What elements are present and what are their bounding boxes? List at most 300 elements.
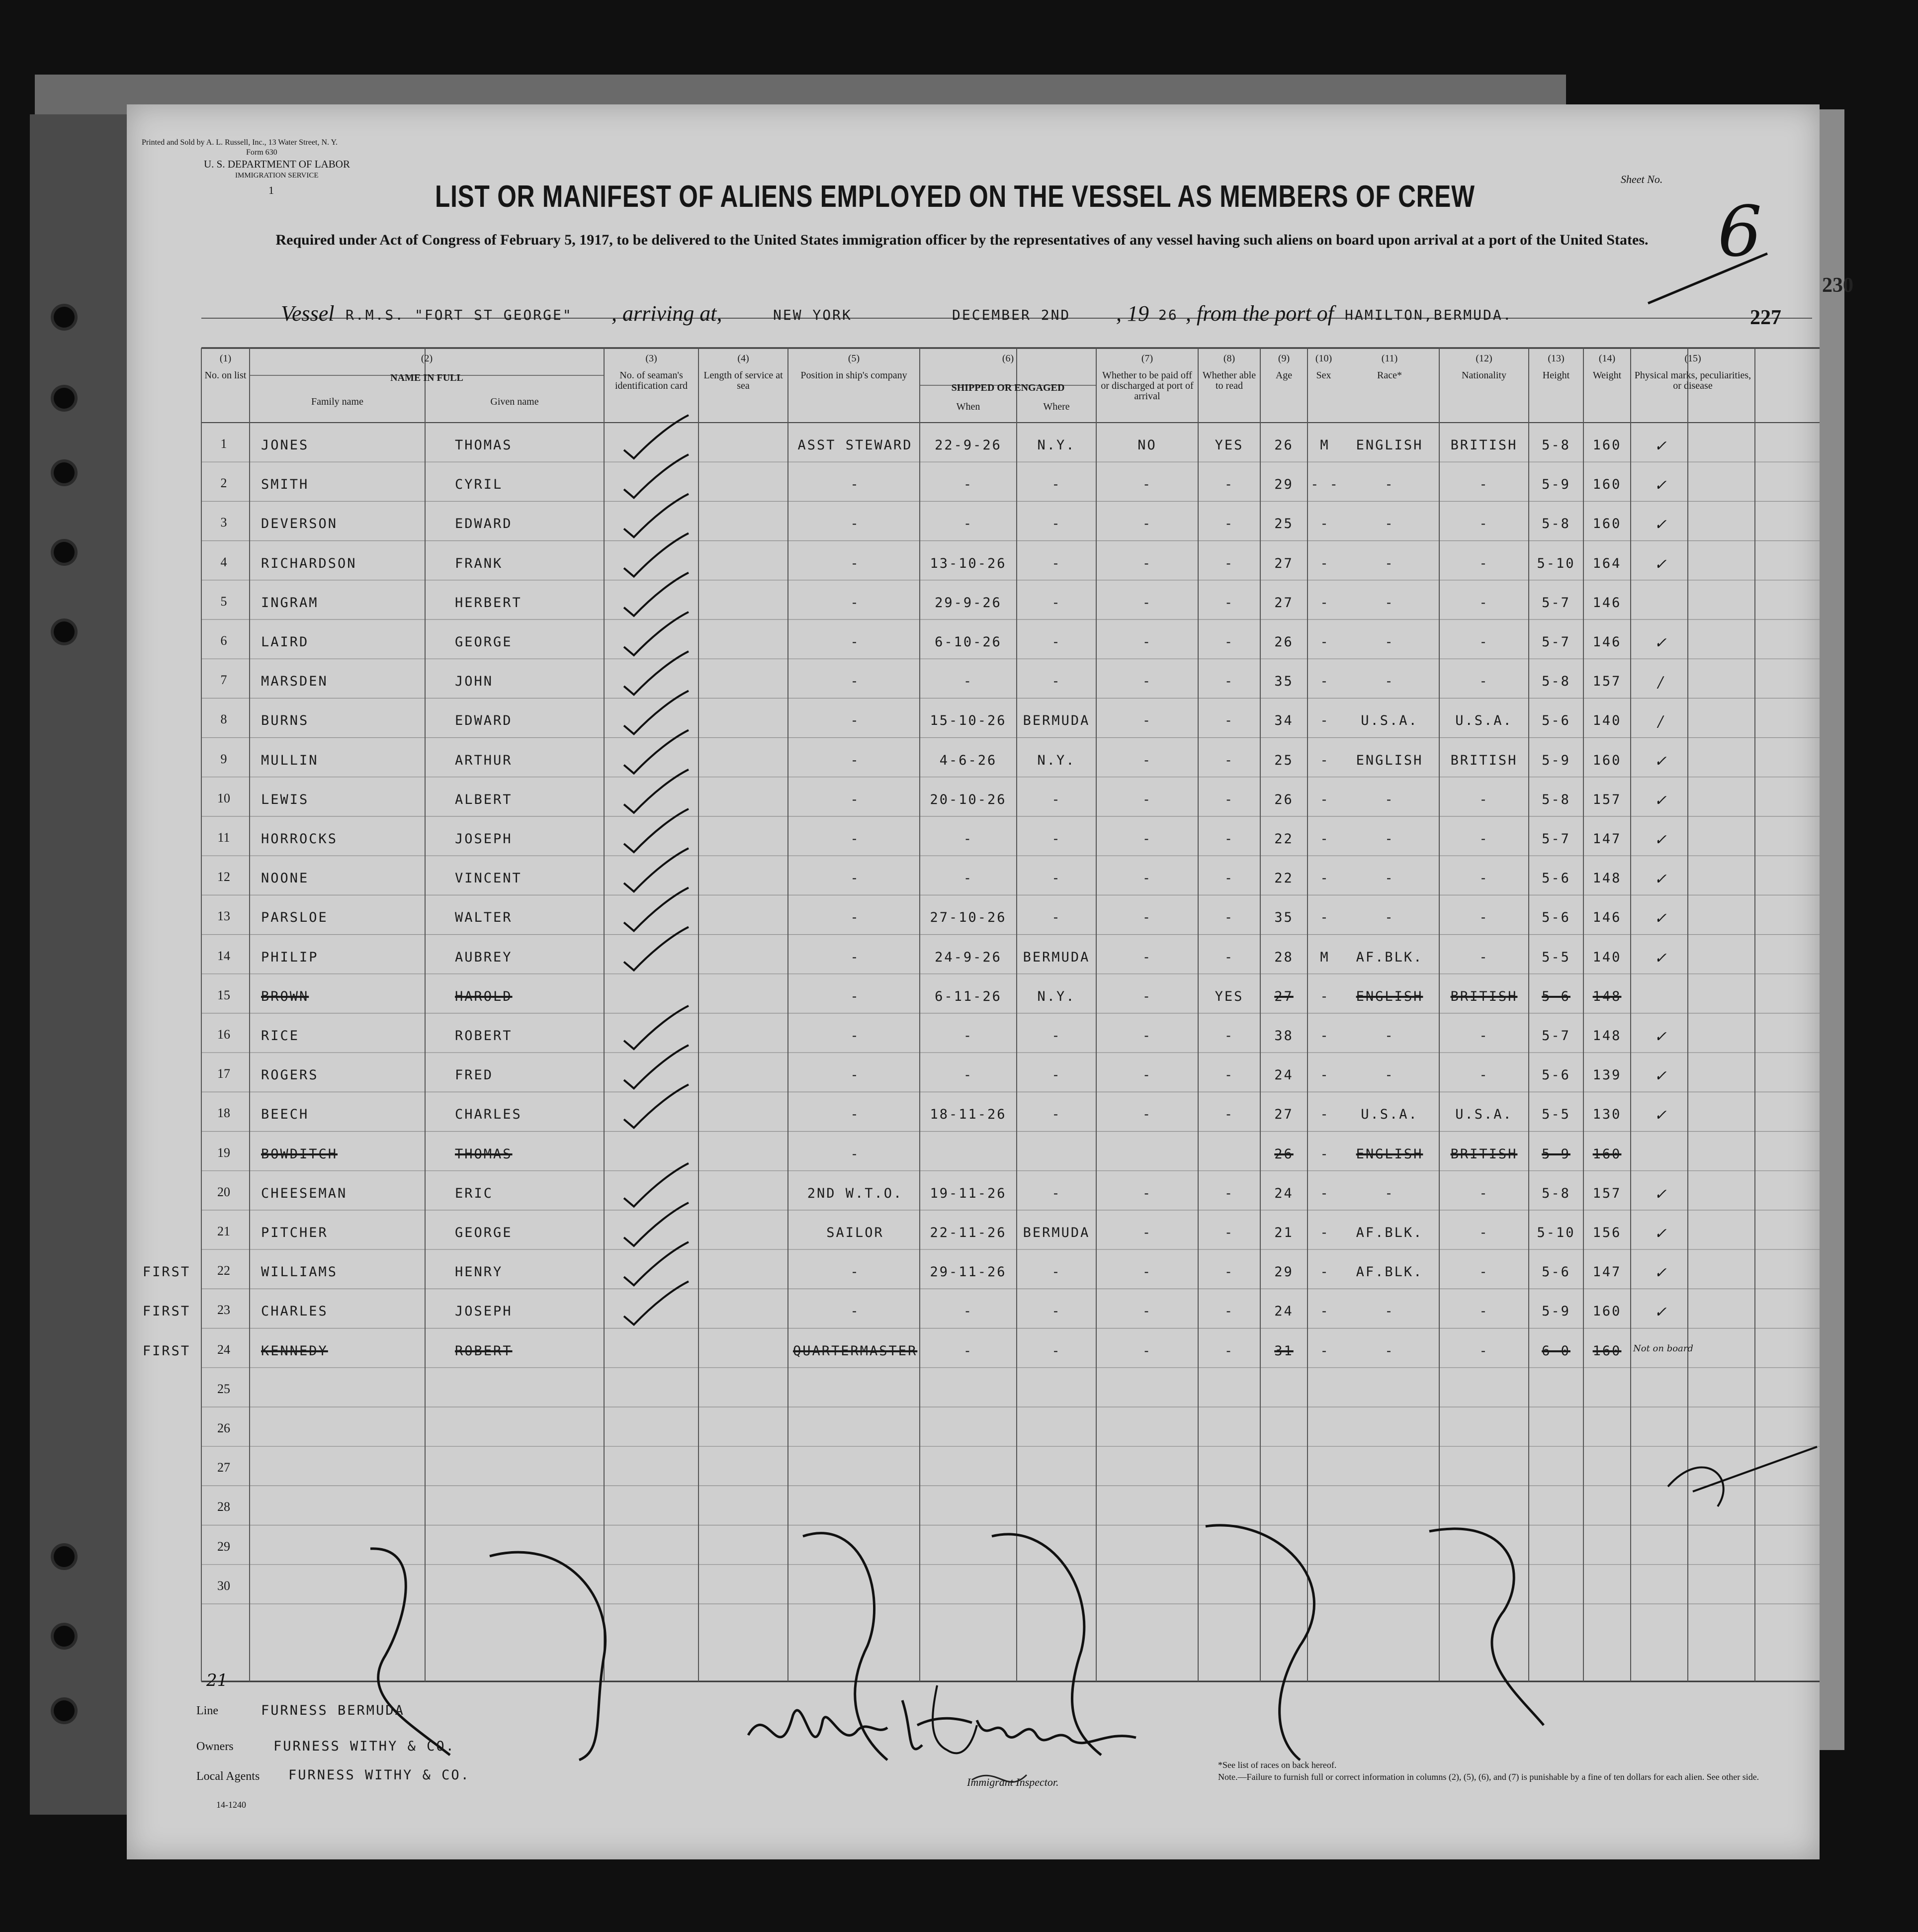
- column-number-c8: (8): [1223, 353, 1235, 364]
- cell-position: -: [850, 752, 860, 768]
- cell-weight: 147: [1592, 1264, 1622, 1280]
- column-header-c14: Weight: [1592, 370, 1622, 381]
- cell-age: 26: [1274, 634, 1294, 650]
- cell-age: 35: [1274, 910, 1294, 926]
- cell-given: THOMAS: [455, 438, 513, 453]
- row-number: 16: [217, 1027, 230, 1042]
- cell-race: AF.BLK.: [1356, 1225, 1423, 1240]
- id-card-check-mark: [624, 573, 689, 616]
- vessel-name: R.M.S. "FORT ST GEORGE": [346, 307, 573, 323]
- cell-given: AUBREY: [455, 949, 513, 965]
- cell-position: -: [850, 1067, 860, 1083]
- cell-nat: BRITISH: [1450, 752, 1518, 768]
- given-name-header: Given name: [490, 396, 539, 407]
- cell-when: 24-9-26: [935, 949, 1002, 965]
- cell-position: -: [850, 1264, 860, 1280]
- inspector-signature: [738, 1670, 1285, 1795]
- cell-read: -: [1224, 1028, 1234, 1044]
- cell-family: WILLIAMS: [261, 1264, 338, 1280]
- cell-height: 5-9: [1542, 1146, 1570, 1162]
- cell-paid: -: [1142, 910, 1152, 926]
- cell-sex: -: [1320, 752, 1330, 768]
- cell-read: -: [1224, 1107, 1234, 1123]
- cell-nat: -: [1479, 595, 1489, 611]
- cell-mark: ✓: [1654, 1225, 1667, 1242]
- cell-position: -: [850, 791, 860, 807]
- cell-family: MULLIN: [261, 752, 319, 768]
- cell-read: -: [1224, 477, 1234, 493]
- cell-nat: -: [1479, 831, 1489, 847]
- id-card-check-mark: [624, 1281, 689, 1324]
- cell-given: HAROLD: [455, 988, 513, 1004]
- table-grid: [127, 104, 1820, 1859]
- cell-read: -: [1224, 1067, 1234, 1083]
- cell-sex: -: [1320, 1028, 1330, 1044]
- row-number: 14: [217, 948, 230, 963]
- cell-age: 35: [1274, 674, 1294, 690]
- cell-read: -: [1224, 1185, 1234, 1201]
- cell-race: -: [1385, 674, 1395, 690]
- cell-position: -: [850, 477, 860, 493]
- cell-when: 13-10-26: [930, 555, 1007, 571]
- cell-read: -: [1224, 831, 1234, 847]
- cell-position: -: [850, 831, 860, 847]
- cell-sex: -: [1320, 674, 1330, 690]
- cell-race: ENGLISH: [1356, 1146, 1423, 1162]
- cell-sex: -: [1320, 1067, 1330, 1083]
- cell-nat: -: [1479, 791, 1489, 807]
- cell-position: -: [850, 949, 860, 965]
- id-card-check-mark: [624, 848, 689, 891]
- cell-sex: -: [1320, 1225, 1330, 1240]
- cell-height: 5-6: [1542, 988, 1570, 1004]
- row-number: 9: [220, 751, 227, 766]
- cell-read: -: [1224, 752, 1234, 768]
- cell-nat: -: [1479, 516, 1489, 532]
- cell-weight: 157: [1592, 1185, 1622, 1201]
- cell-position: -: [850, 713, 860, 729]
- cell-given: HERBERT: [455, 595, 522, 611]
- cell-mark: ✓: [1654, 831, 1667, 849]
- cell-where: -: [1051, 1264, 1061, 1280]
- cell-sex: -: [1320, 831, 1330, 847]
- cell-height: 6-0: [1542, 1343, 1570, 1359]
- service: IMMIGRATION SERVICE: [235, 172, 319, 179]
- cell-sex: -: [1320, 988, 1330, 1004]
- cell-age: 24: [1274, 1304, 1294, 1319]
- cell-mark: ✓: [1654, 634, 1667, 652]
- arriving-port: NEW YORK: [773, 307, 852, 323]
- cancel-squiggle: [490, 1552, 606, 1760]
- cell-weight: 148: [1592, 988, 1622, 1004]
- cell-mark: ✓: [1654, 1107, 1667, 1125]
- agents-value: FURNESS WITHY & CO.: [288, 1767, 470, 1783]
- cell-height: 5-6: [1542, 713, 1570, 729]
- column-header-c7: Whether to be paid off or discharged at port of arrival: [1101, 370, 1194, 402]
- cell-paid: -: [1142, 831, 1152, 847]
- cell-given: JOSEPH: [455, 1304, 513, 1319]
- cell-nat: -: [1479, 910, 1489, 926]
- cell-paid: -: [1142, 1225, 1152, 1240]
- cell-race: ENGLISH: [1356, 988, 1423, 1004]
- binder-hole: [54, 1626, 75, 1647]
- form-number: Form 630: [246, 148, 277, 157]
- cell-where: BERMUDA: [1023, 713, 1090, 729]
- cell-height: 5-9: [1542, 477, 1570, 493]
- cell-mark: ✓: [1654, 516, 1667, 534]
- cell-height: 5-7: [1542, 634, 1570, 650]
- cell-given: JOSEPH: [455, 831, 513, 847]
- cell-sex: -: [1320, 713, 1330, 729]
- cell-given: WALTER: [455, 910, 513, 926]
- cell-paid: -: [1142, 752, 1152, 768]
- id-card-check-mark: [624, 1203, 689, 1246]
- cell-paid: -: [1142, 713, 1152, 729]
- cell-given: ROBERT: [455, 1028, 513, 1044]
- cell-given: FRANK: [455, 555, 503, 571]
- id-card-check-mark: [624, 809, 689, 852]
- row-number: 12: [217, 870, 230, 884]
- cell-paid: NO: [1137, 438, 1157, 453]
- cell-nat: -: [1479, 1264, 1489, 1280]
- cell-read: -: [1224, 1225, 1234, 1240]
- cell-mark: /: [1657, 713, 1663, 731]
- cell-height: 5-7: [1542, 1028, 1570, 1044]
- cell-read: YES: [1215, 438, 1244, 453]
- column-header-c3: No. of seaman's identification card: [614, 370, 688, 391]
- row-prefix: FIRST: [142, 1343, 191, 1359]
- cell-paid: -: [1142, 791, 1152, 807]
- row-number: 10: [217, 790, 230, 805]
- cell-where: BERMUDA: [1023, 949, 1090, 965]
- cell-when: 20-10-26: [930, 791, 1007, 807]
- id-card-check-mark: [624, 494, 689, 537]
- margin-number-227: 227: [1750, 306, 1781, 329]
- cell-mark: ✓: [1654, 871, 1667, 888]
- id-card-check-mark: [624, 1084, 689, 1128]
- binder-hole: [54, 462, 75, 483]
- id-card-check-mark: [624, 533, 689, 577]
- small-mark: 1: [268, 184, 274, 196]
- cell-where: -: [1051, 477, 1061, 493]
- cell-height: 5-8: [1542, 791, 1570, 807]
- cell-sex: -: [1320, 595, 1330, 611]
- cell-given: FRED: [455, 1067, 494, 1083]
- cell-mark: ✓: [1654, 438, 1667, 455]
- cell-race: -: [1385, 791, 1395, 807]
- owners-label: Owners: [196, 1740, 234, 1753]
- row-number: 22: [217, 1263, 230, 1278]
- cell-age: 27: [1274, 595, 1294, 611]
- cell-family: BEECH: [261, 1107, 309, 1123]
- cell-weight: 164: [1592, 555, 1622, 571]
- cell-when: -: [963, 516, 973, 532]
- cell-position: -: [850, 634, 860, 650]
- row-number: 17: [217, 1066, 230, 1081]
- cell-read: -: [1224, 910, 1234, 926]
- cell-nat: -: [1479, 1343, 1489, 1359]
- cell-weight: 146: [1592, 595, 1622, 611]
- cell-position: -: [850, 595, 860, 611]
- column-number-c3: (3): [645, 353, 657, 364]
- arrival-date: DECEMBER 2ND: [952, 307, 1071, 323]
- cell-where: -: [1051, 910, 1061, 926]
- cell-position: -: [850, 1146, 860, 1162]
- cell-weight: 157: [1592, 791, 1622, 807]
- column-number-c4: (4): [737, 353, 749, 364]
- back-page-left: [30, 114, 129, 1815]
- binder-hole: [54, 1700, 75, 1721]
- cell-family: PHILIP: [261, 949, 319, 965]
- cell-given: JOHN: [455, 674, 494, 690]
- id-card-check-mark: [624, 927, 689, 970]
- cell-when: -: [963, 831, 973, 847]
- column-header-c12: Nationality: [1462, 370, 1506, 381]
- row-number: 27: [217, 1460, 230, 1475]
- cell-age: 27: [1274, 988, 1294, 1004]
- id-card-check-mark: [624, 770, 689, 813]
- cell-weight: 148: [1592, 871, 1622, 886]
- cell-when: 29-11-26: [930, 1264, 1007, 1280]
- cell-paid: -: [1142, 1028, 1152, 1044]
- cell-height: 5-8: [1542, 674, 1570, 690]
- margin-number-230: 230: [1822, 274, 1853, 297]
- cell-position: -: [850, 674, 860, 690]
- vessel-label: Vessel: [281, 301, 335, 326]
- cell-nat: -: [1479, 871, 1489, 886]
- cell-when: -: [963, 1067, 973, 1083]
- cell-nat: U.S.A.: [1455, 1107, 1513, 1123]
- cell-given: THOMAS: [455, 1146, 513, 1162]
- manifest-sheet: [127, 104, 1853, 1859]
- column-number-c11: (11): [1381, 353, 1398, 364]
- id-card-check-mark: [624, 1045, 689, 1088]
- cell-race: -: [1385, 831, 1395, 847]
- cell-given: EDWARD: [455, 713, 513, 729]
- cell-position: SAILOR: [826, 1225, 884, 1240]
- cell-weight: 160: [1592, 438, 1622, 453]
- cell-height: 5-6: [1542, 1067, 1570, 1083]
- cell-race: ENGLISH: [1356, 438, 1423, 453]
- cell-family: ROGERS: [261, 1067, 319, 1083]
- where-header: Where: [1043, 401, 1070, 412]
- cell-read: YES: [1215, 988, 1244, 1004]
- cell-mark: /: [1657, 674, 1663, 692]
- cell-family: PITCHER: [261, 1225, 328, 1240]
- cell-race: U.S.A.: [1361, 1107, 1418, 1123]
- from-label: , from the port of: [1186, 301, 1334, 326]
- cell-position: ASST STEWARD: [797, 438, 913, 453]
- cell-mark: ✓: [1654, 1304, 1667, 1321]
- cell-sex: -: [1320, 555, 1330, 571]
- cell-given: CHARLES: [455, 1107, 522, 1123]
- cell-family: CHARLES: [261, 1304, 328, 1319]
- id-card-check-mark: [624, 454, 689, 498]
- row-number: 23: [217, 1303, 230, 1317]
- races-note: *See list of races on back hereof.: [1218, 1760, 1337, 1770]
- cell-age: 25: [1274, 752, 1294, 768]
- cell-position: -: [850, 910, 860, 926]
- cell-weight: 160: [1592, 752, 1622, 768]
- cell-mark: ✓: [1654, 555, 1667, 573]
- cell-family: HORROCKS: [261, 831, 338, 847]
- column-header-c15: Physical marks, peculiarities, or disease: [1634, 370, 1751, 391]
- cancel-squiggle: [370, 1549, 450, 1755]
- row-number: 24: [217, 1342, 230, 1357]
- id-card-check-mark: [624, 691, 689, 734]
- cell-race: -: [1385, 634, 1395, 650]
- cell-where: -: [1051, 1107, 1061, 1123]
- cell-height: 5-6: [1542, 910, 1570, 926]
- printer-line: Printed and Sold by A. L. Russell, Inc., 13 Water Street, N. Y.: [142, 138, 338, 147]
- cell-when: 6-11-26: [935, 988, 1002, 1004]
- cell-read: -: [1224, 1304, 1234, 1319]
- cell-where: -: [1051, 516, 1061, 532]
- cell-where: -: [1051, 1343, 1061, 1359]
- cell-when: 19-11-26: [930, 1185, 1007, 1201]
- cell-mark: ✓: [1654, 910, 1667, 928]
- cell-race: -: [1385, 477, 1395, 493]
- cell-where: -: [1051, 1028, 1061, 1044]
- cell-read: -: [1224, 1343, 1234, 1359]
- penalty-note: Note.—Failure to furnish full or correct information in columns (2), (5), (6), and (7) is punishable by a fine of ten dollars for each alien. See other side.: [1218, 1772, 1759, 1782]
- cell-nat: BRITISH: [1450, 438, 1518, 453]
- cell-race: U.S.A.: [1361, 713, 1418, 729]
- cell-where: -: [1051, 1067, 1061, 1083]
- cell-height: 5-6: [1542, 871, 1570, 886]
- departure-port: HAMILTON,BERMUDA.: [1345, 307, 1513, 323]
- cell-weight: 157: [1592, 674, 1622, 690]
- cell-weight: 160: [1592, 1343, 1622, 1359]
- column-number-c12: (12): [1476, 353, 1492, 364]
- cell-paid: -: [1142, 595, 1152, 611]
- cell-family: CHEESEMAN: [261, 1185, 348, 1201]
- cell-age: 29: [1274, 1264, 1294, 1280]
- cell-age: 26: [1274, 438, 1294, 453]
- cell-sex: -: [1320, 1264, 1330, 1280]
- column-header-c11: Race*: [1377, 370, 1402, 381]
- id-card-check-mark: [624, 1242, 689, 1285]
- cell-weight: 148: [1592, 1028, 1622, 1044]
- cell-nat: -: [1479, 634, 1489, 650]
- line-value: FURNESS BERMUDA: [261, 1703, 405, 1718]
- cell-race: -: [1385, 910, 1395, 926]
- cell-mark: ✓: [1654, 477, 1667, 495]
- not-on-board-scribble: [1668, 1447, 1817, 1506]
- cell-family: BROWN: [261, 988, 309, 1004]
- cell-nat: -: [1479, 477, 1489, 493]
- cell-where: -: [1051, 791, 1061, 807]
- inspector-label: Immigrant Inspector.: [967, 1776, 1059, 1788]
- cell-race: -: [1385, 516, 1395, 532]
- row-number: 6: [220, 633, 227, 648]
- cell-given: GEORGE: [455, 634, 513, 650]
- cell-sex: -: [1320, 1343, 1330, 1359]
- cell-when: 29-9-26: [935, 595, 1002, 611]
- cell-mark: ✓: [1654, 1067, 1667, 1085]
- cell-when: 4-6-26: [939, 752, 997, 768]
- cell-paid: -: [1142, 477, 1152, 493]
- cell-position: -: [850, 516, 860, 532]
- cell-where: -: [1051, 674, 1061, 690]
- cell-weight: 156: [1592, 1225, 1622, 1240]
- cell-paid: -: [1142, 1107, 1152, 1123]
- cell-race: AF.BLK.: [1356, 949, 1423, 965]
- binder-hole: [54, 1546, 75, 1567]
- column-number-c6: (6): [1002, 353, 1014, 364]
- row-number: 4: [220, 554, 227, 569]
- cell-family: LEWIS: [261, 791, 309, 807]
- cell-read: -: [1224, 791, 1234, 807]
- column-header-c4: Length of service at sea: [703, 370, 783, 391]
- cell-when: -: [963, 477, 973, 493]
- id-card-check-mark: [624, 887, 689, 931]
- cell-paid: -: [1142, 555, 1152, 571]
- cell-height: 5-7: [1542, 831, 1570, 847]
- cell-where: -: [1051, 555, 1061, 571]
- cell-family: NOONE: [261, 871, 309, 886]
- cell-weight: 140: [1592, 949, 1622, 965]
- column-number-c9: (9): [1278, 353, 1290, 364]
- department: U. S. DEPARTMENT OF LABOR: [204, 158, 350, 170]
- column-header-c8: Whether able to read: [1202, 370, 1256, 391]
- cell-position: -: [850, 871, 860, 886]
- column-number-c15: (15): [1684, 353, 1701, 364]
- agents-label: Local Agents: [196, 1770, 260, 1783]
- cell-given: GEORGE: [455, 1225, 513, 1240]
- family-name-header: Family name: [311, 396, 363, 407]
- cell-family: BOWDITCH: [261, 1146, 338, 1162]
- cell-when: 22-9-26: [935, 438, 1002, 453]
- cell-where: -: [1051, 831, 1061, 847]
- cell-position: -: [850, 1107, 860, 1123]
- cell-where: N.Y.: [1037, 752, 1076, 768]
- cell-mark: ✓: [1654, 1264, 1667, 1282]
- form-title: LIST OR MANIFEST OF ALIENS EMPLOYED ON THE VESSEL AS MEMBERS OF CREW: [435, 179, 1475, 214]
- cell-paid: -: [1142, 988, 1152, 1004]
- sheet-label: Sheet No.: [1621, 173, 1663, 185]
- row-number: 19: [217, 1145, 230, 1160]
- cell-read: -: [1224, 634, 1234, 650]
- row-number: 30: [217, 1578, 230, 1593]
- cell-family: PARSLOE: [261, 910, 328, 926]
- id-card-check-mark: [624, 651, 689, 695]
- cell-when: 22-11-26: [930, 1225, 1007, 1240]
- cell-read: -: [1224, 674, 1234, 690]
- cell-height: 5-5: [1542, 949, 1570, 965]
- cell-race: -: [1385, 1304, 1395, 1319]
- row-number: 18: [217, 1106, 230, 1121]
- row-number: 11: [217, 830, 230, 845]
- row-number: 2: [220, 476, 227, 491]
- binder-hole: [54, 307, 75, 328]
- cell-mark: ✓: [1654, 1028, 1667, 1046]
- id-card-check-mark: [624, 415, 689, 458]
- cell-nat: BRITISH: [1450, 1146, 1518, 1162]
- cell-mark: ✓: [1654, 791, 1667, 809]
- cell-age: 26: [1274, 1146, 1294, 1162]
- cell-nat: BRITISH: [1450, 988, 1518, 1004]
- cell-height: 5-7: [1542, 595, 1570, 611]
- cell-paid: -: [1142, 949, 1152, 965]
- cell-sex: M: [1320, 949, 1330, 965]
- cell-when: -: [963, 1028, 973, 1044]
- cell-sex: -: [1320, 1185, 1330, 1201]
- cell-mark: ✓: [1654, 752, 1667, 770]
- cell-position: 2ND W.T.O.: [807, 1185, 903, 1201]
- cell-read: -: [1224, 949, 1234, 965]
- cell-where: -: [1051, 634, 1061, 650]
